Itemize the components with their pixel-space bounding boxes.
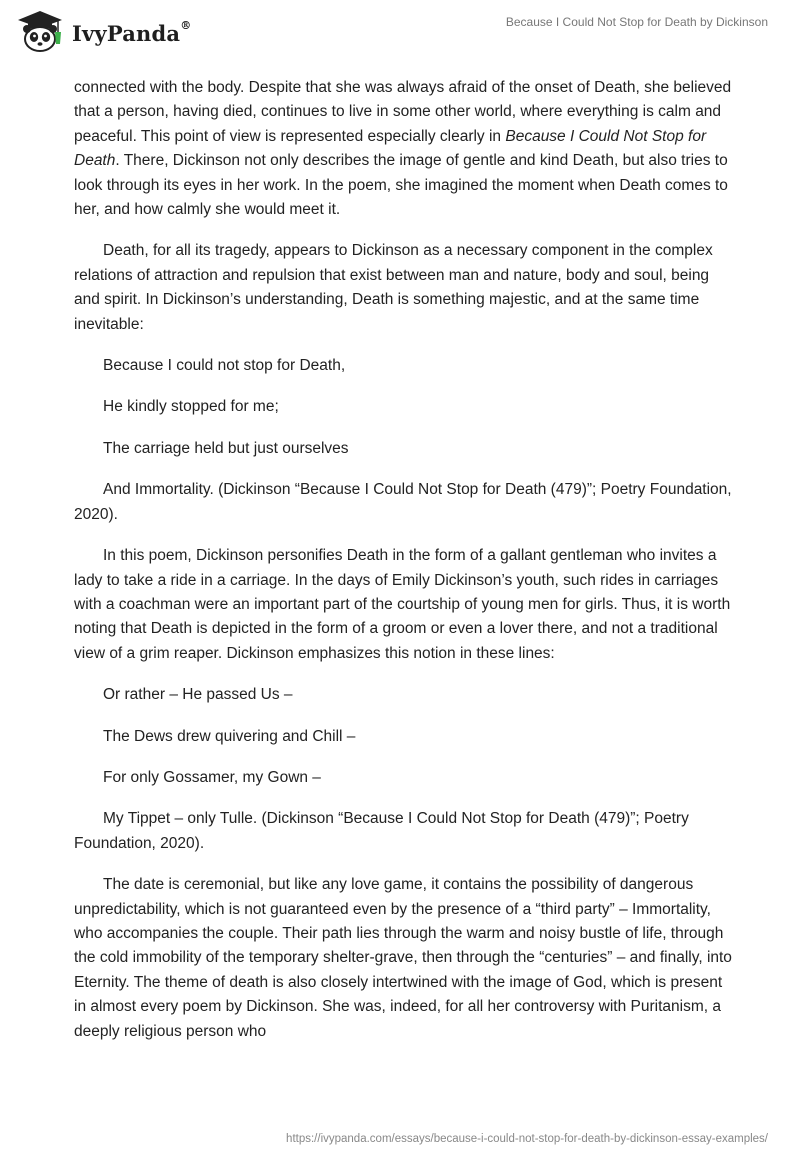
quote-line: The Dews drew quivering and Chill – — [103, 727, 356, 745]
quote-line: Because I could not stop for Death, — [103, 357, 346, 375]
quote-line: Or rather – He passed Us – — [103, 686, 293, 704]
paragraph: connected with the body. Despite that she was always afraid of the onset of Death, she believed that a person, having died, continues to live in some other world, where everything is calm and peaceful. This point of view is represented especially clearly in Because I Could Not Stop for Death. There, Dickinson not only describes the image of gentle and kind Death, but also tries to look through its eyes in her work. In the poem, she imagined the moment when Death comes to her, and how calmly she would meet it. — [74, 79, 732, 219]
quote-line: He kindly stopped for me; — [103, 398, 279, 416]
quote-line: My Tippet – only Tulle. (Dickinson “Because I Could Not Stop for Death (479)”; Poetry Foundation, 2020). — [74, 810, 689, 852]
poem-title: Because I Could Not Stop for Death — [74, 127, 707, 170]
brand-logo[interactable] — [14, 8, 191, 54]
quote-line: And Immortality. (Dickinson “Because I Could Not Stop for Death (479)”; Poetry Foundation, 2020). — [74, 481, 732, 523]
quote-line: For only Gossamer, my Gown – — [103, 768, 321, 786]
source-url-link[interactable]: https://ivypanda.com/essays/because-i-could-not-stop-for-death-by-dickinson-essay-examples/ — [286, 1133, 768, 1145]
paragraph: Death, for all its tragedy, appears to Dickinson as a necessary component in the complex relations of attraction and repulsion that exist between man and nature, body and soul, being and spirit. In Dickinson’s understanding, Death is something majestic, and at the same time inevitable: — [74, 242, 713, 333]
brand-name: IvyPanda® — [72, 18, 192, 46]
paragraph: In this poem, Dickinson personifies Death in the form of a gallant gentleman who invites a lady to take a ride in a carriage. In the days of Emily Dickinson’s youth, such rides in carriages with a coachman were an important part of the courtship of young men for girls. Thus, it is worth noting that Death is depicted in the form of a groom or even a lover there, and not a traditional view of a grim reaper. Dickinson emphasizes this notion in these lines: — [74, 547, 731, 662]
quote-line: The carriage held but just ourselves — [103, 439, 349, 457]
paragraph: The date is ceremonial, but like any love game, it contains the possibility of dangerous unpredictability, which is not guaranteed even by the presence of a “third party” – Immortality, who accompanies the couple. Their path lies through the warm and noisy bustle of life, through the cold immobility of the temporary shelter-grave, then through the “centuries” – and finally, into Eternity. The theme of death is also closely intertwined with the image of God, which is present in almost every poem by Dickinson. She was, indeed, for all her controversy with Puritanism, a deeply religious person who — [74, 876, 732, 1040]
graduation-cap-panda-icon — [14, 8, 66, 54]
document-title: Because I Could Not Stop for Death by Dickinson — [505, 15, 768, 29]
essay-body — [74, 76, 734, 1061]
